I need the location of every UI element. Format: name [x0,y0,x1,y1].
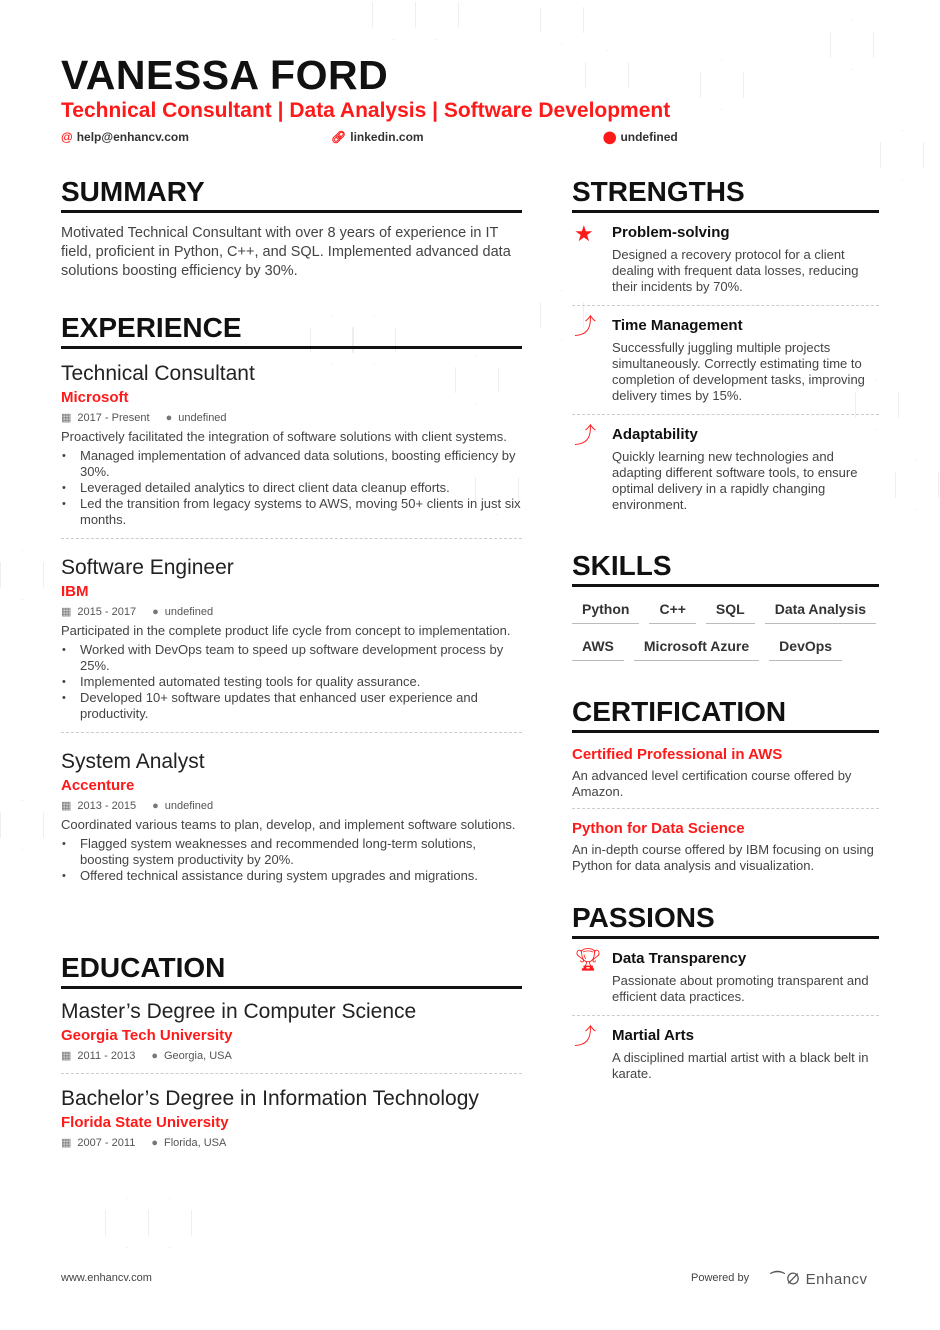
location-pin-icon: ● [151,1137,158,1149]
education-meta [61,1047,522,1065]
summary-section [61,176,522,281]
bullet-item: • Managed implementation of advanced data solutions, boosting efficiency by 30%. [61,448,522,480]
passions-section [572,902,879,1092]
job-title: System Analyst [61,750,205,773]
school-name: Georgia Tech University [61,1027,233,1044]
strengths-item [572,213,879,306]
bullet-item: • Worked with DevOps team to speed up software development process by 25%. [61,642,522,674]
skill-tag: Data Analysis [765,597,876,624]
education-meta [61,1134,522,1152]
certification-section [572,696,879,882]
edu-location: Georgia, USA [163,1050,232,1062]
skill-tag: Microsoft Azure [634,634,759,661]
skill-tag: Python [572,597,639,624]
enhancv-logo[interactable] [770,1268,868,1289]
passions-item [572,939,879,1016]
job-title: Technical Consultant [61,362,255,385]
calendar-icon: ▦ [61,1050,72,1062]
passions-description: Passionate about promoting transparent and efficient data practices. [612,973,869,1004]
strengths-title: Problem-solving [612,224,730,241]
strengths-section [572,176,879,523]
brand-text: Enhancv [805,1271,868,1288]
job-bullets [61,448,522,528]
calendar-icon: ▦ [61,800,72,812]
job-description: Participated in the complete product life cycle from concept to implementation. [61,623,511,638]
section-heading: CERTIFICATION [572,696,879,733]
job-location: undefined [178,412,227,424]
certification-title: Python for Data Science [572,820,745,837]
skill-tag: C++ [649,597,695,624]
section-heading: STRENGTHS [572,176,879,213]
section-heading: SKILLS [572,550,879,587]
at-icon: @ [61,130,73,144]
location-text: undefined [620,130,678,144]
contact-location [603,130,678,144]
strengths-description: Successfully juggling multiple projects simultaneously. Correctly estimating time to completion of development tasks, improving delivery times by 15%. [612,340,865,403]
job-location: undefined [164,606,214,618]
strengths-title: Adaptability [612,426,698,443]
job-bullets [61,642,522,722]
company-name: IBM [61,583,89,600]
job-dates: 2013 - 2015 [77,800,137,812]
strengths-description: Designed a recovery protocol for a client dealing with frequent data losses, reducing their incidents by 70%. [612,247,859,294]
edu-dates: 2011 - 2013 [77,1050,136,1062]
footer-powered-by: Powered by [691,1272,750,1284]
certification-item [572,733,879,809]
location-pin-icon: ● [152,800,159,812]
job-entry [61,349,522,539]
certification-item [572,809,879,882]
location-pin-icon: ● [152,606,159,618]
section-heading: SUMMARY [61,176,522,213]
job-meta [61,603,522,621]
certification-description: An advanced level certification course offered by Amazon. [572,768,852,799]
bullet-item: • Flagged system weaknesses and recommended long-term solutions, boosting system productivity by 20%. [61,836,522,868]
strengths-item [572,306,879,415]
company-name: Microsoft [61,389,129,406]
education-entry [61,989,522,1074]
passions-description: A disciplined martial artist with a black belt in karate. [612,1050,869,1081]
calendar-icon: ▦ [61,1137,72,1149]
location-pin-icon: ⬤ [603,130,617,144]
summary-text: Motivated Technical Consultant with over 8 years of experience in IT field, proficient in Python, C++, and SQL. Implemented advanced data solutions boosting efficiency by 30%. [61,225,511,279]
job-dates: 2017 - Present [77,412,150,424]
education-section [61,952,522,1160]
location-pin-icon: ● [151,1050,158,1062]
passions-title: Data Transparency [612,950,747,967]
footer-website[interactable]: www.enhancv.com [61,1272,152,1284]
bullet-item: • Implemented automated testing tools for quality assurance. [61,674,522,690]
school-name: Florida State University [61,1114,229,1131]
bullet-item: • Offered technical assistance during system upgrades and migrations. [61,868,522,884]
company-name: Accenture [61,777,135,794]
candidate-name: VANESSA FORD [61,52,389,98]
linkedin-text: linkedin.com [350,130,424,144]
edu-location: Florida, USA [163,1137,227,1149]
job-entry [61,539,522,733]
job-location: undefined [164,800,214,812]
education-entry [61,1074,522,1160]
bullet-item: • Led the transition from legacy systems to AWS, moving 50+ clients in just six months. [61,496,522,528]
job-entry [61,733,522,894]
job-description: Coordinated various teams to plan, develop, and implement software solutions. [61,817,516,832]
skill-tag: SQL [706,597,755,624]
certification-title: Certified Professional in AWS [572,746,783,763]
location-pin-icon: ● [165,412,173,424]
job-title: Software Engineer [61,556,234,579]
bullet-item: • Leveraged detailed analytics to direct client data cleanup efforts. [61,480,522,496]
calendar-icon: ▦ [61,606,72,618]
strengths-item [572,415,879,523]
star-icon: ★ [574,221,594,246]
tagline: Technical Consultant | Data Analysis | Software Development [61,99,671,122]
passions-item [572,1016,879,1092]
degree: Bachelor’s Degree in Information Technology [61,1087,479,1110]
job-meta [61,797,522,815]
section-heading: PASSIONS [572,902,879,939]
job-dates: 2015 - 2017 [77,606,137,618]
degree: Master’s Degree in Computer Science [61,1000,417,1023]
contact-linkedin[interactable] [331,130,424,144]
strategy-icon: ⤴ [574,1024,597,1049]
skills-section [572,550,879,671]
link-icon: 🔗︎ [331,130,347,144]
job-bullets [61,836,522,884]
bullet-item: • Developed 10+ software updates that enhanced user experience and productivity. [61,690,522,722]
job-meta [61,409,522,427]
strengths-title: Time Management [612,317,743,334]
section-heading: EXPERIENCE [61,312,522,349]
skill-tag: DevOps [769,634,842,661]
experience-section [61,312,522,894]
enhancv-logo-icon: ⌒∅ [770,1271,806,1288]
skill-tag: AWS [572,634,624,661]
strategy-icon: ⤴ [574,314,597,339]
job-description: Proactively facilitated the integration of software solutions with client systems. [61,429,507,444]
calendar-icon: ▦ [61,412,72,424]
certification-description: An in-depth course offered by IBM focusing on using Python for data analysis and visualization. [572,842,874,873]
strategy-icon: ⤴ [574,423,597,448]
trophy-icon: 🏆︎ [574,947,602,972]
edu-dates: 2007 - 2011 [77,1137,136,1149]
contact-email[interactable] [61,130,189,144]
passions-title: Martial Arts [612,1027,694,1044]
email-text: help@enhancv.com [76,130,189,144]
strengths-description: Quickly learning new technologies and adapting different software tools, to ensure optimal delivery in a rapidly changing environment. [612,449,858,512]
section-heading: EDUCATION [61,952,522,989]
